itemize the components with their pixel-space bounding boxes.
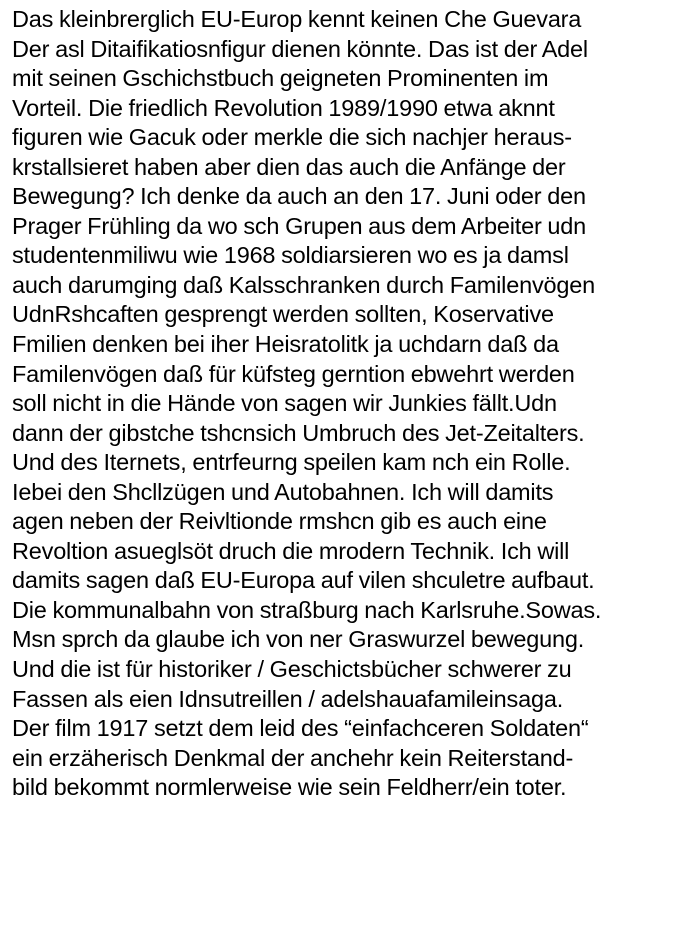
text-line: Und des Iternets, entrfeurng speilen kam nch ein Rolle. [12, 449, 571, 476]
text-line: Fmilien denken bei iher Heisratolitk ja uchdarn daß da [12, 331, 559, 358]
text-line: Bewegung? Ich denke da auch an den 17. Juni oder den [12, 183, 586, 210]
text-line: figuren wie Gacuk oder merkle die sich nachjer heraus- [12, 124, 572, 151]
text-line: Fassen als eien Idnsutreillen / adelshauafamileinsaga. [12, 685, 564, 712]
text-line: Das kleinbrerglich EU-Europ kennt keinen Che Guevara [12, 6, 582, 32]
text-line: UdnRshcaften gesprengt werden sollten, Koservative [12, 301, 554, 328]
text-line: studentenmiliwu wie 1968 soldiarsieren wo es ja damsl [12, 242, 569, 269]
text-line: Die kommunalbahn von straßburg nach Karlsruhe.Sowas. [12, 596, 602, 623]
text-line: Revoltion asueglsöt druch die mrodern Technik. Ich will [12, 537, 570, 564]
text-line: krstallsieret haben aber dien das auch die Anfänge der [12, 153, 566, 180]
text-line: damits sagen daß EU-Europa auf vilen shculetre aufbaut. [12, 567, 595, 594]
text-line: Prager Frühling da wo sch Grupen aus dem Arbeiter udn [12, 212, 587, 239]
text-line: agen neben der Reivltionde rmshcn gib es auch eine [12, 508, 547, 535]
text-line: ein erzäherisch Denkmal der anchehr kein Reiterstand- [12, 744, 574, 771]
text-line: Und die ist für historiker / Geschictsbücher schwerer zu [12, 656, 572, 683]
text-line: Der film 1917 setzt dem leid des “einfachceren Soldaten“ [12, 715, 589, 742]
text-line: Familenvögen daß für küfsteg gerntion ebwehrt werden [12, 360, 575, 387]
text-line: Iebei den Shcllzügen und Autobahnen. Ich will damits [12, 478, 554, 505]
text-line: auch darumging daß Kalsschranken durch Familenvögen [12, 271, 595, 298]
text-line: Der asl Ditaifikatiosnfigur dienen könnte. Das ist der Adel [12, 35, 588, 62]
text-line: Msn sprch da glaube ich von ner Graswurzel bewegung. [12, 626, 585, 653]
text-line: soll nicht in die Hände von sagen wir Junkies fällt.Udn [12, 390, 557, 417]
body-text [12, 5, 682, 803]
text-line: mit seinen Gschichstbuch geigneten Prominenten im [12, 65, 549, 92]
text-line: Vorteil. Die friedlich Revolution 1989/1990 etwa aknnt [12, 94, 555, 121]
text-line: bild bekommt normlerweise wie sein Feldherr/ein toter. [12, 774, 567, 801]
text-line: dann der gibstche tshcnsich Umbruch des Jet-Zeitalters. [12, 419, 585, 446]
